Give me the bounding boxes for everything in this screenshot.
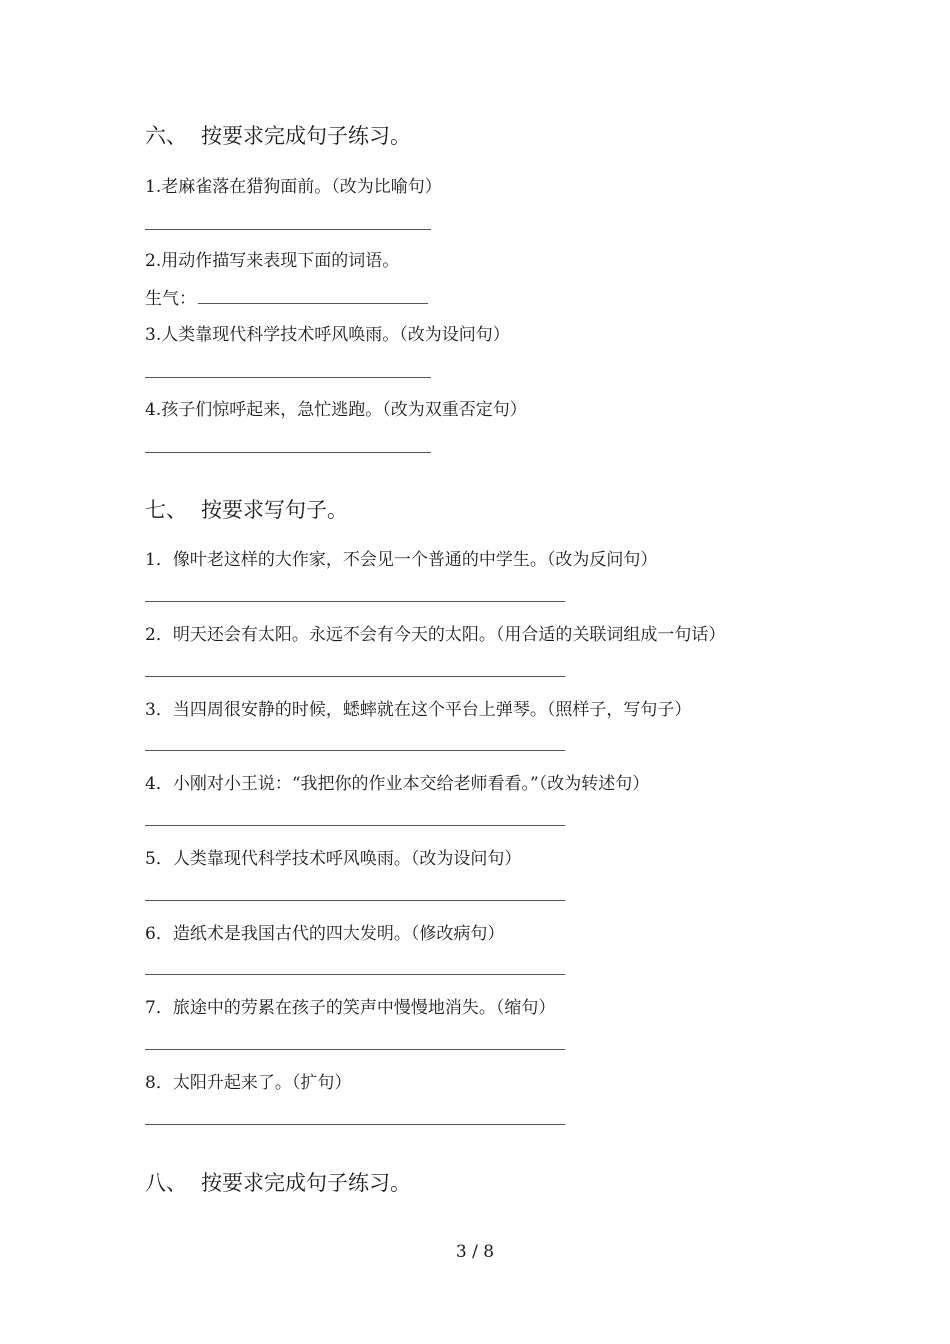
s6-question-3: 3.人类靠现代科学技术呼风唤雨。（改为设问句） — [145, 325, 510, 345]
section-6-title: 按要求完成句子练习。 — [201, 124, 411, 148]
s7-question-2: 2．明天还会有太阳。永远不会有今天的太阳。（用合适的关联词组成一句话） — [145, 625, 726, 645]
s7-question-3: 3．当四周很安静的时候，蟋蟀就在这个平台上弹琴。（照样子，写句子） — [145, 700, 692, 720]
s6-inline-blank[interactable] — [198, 288, 428, 304]
s7-answer-line-7[interactable] — [145, 1049, 565, 1050]
s7-question-8: 8．太阳升起来了。（扩句） — [145, 1073, 352, 1093]
section-8-heading — [145, 1167, 411, 1197]
s7-answer-line-6[interactable] — [145, 974, 565, 975]
s7-answer-line-4[interactable] — [145, 825, 565, 826]
s7-answer-line-5[interactable] — [145, 900, 565, 901]
s7-question-6: 6．造纸术是我国古代的四大发明。（修改病句） — [145, 924, 505, 944]
s7-question-7: 7．旅途中的劳累在孩子的笑声中慢慢地消失。（缩句） — [145, 998, 556, 1018]
s6-answer-line-4[interactable] — [145, 452, 431, 453]
section-7-number: 七、 — [145, 498, 187, 522]
section-8-number: 八、 — [145, 1171, 187, 1195]
section-7-heading — [145, 494, 348, 524]
s7-answer-line-3[interactable] — [145, 750, 565, 751]
s6-question-4: 4.孩子们惊呼起来，急忙逃跑。（改为双重否定句） — [145, 400, 527, 420]
s6-answer-line-3[interactable] — [145, 377, 431, 378]
s7-answer-line-2[interactable] — [145, 676, 565, 677]
page-number: 3 / 8 — [455, 1242, 495, 1262]
section-6-heading — [145, 120, 411, 150]
section-7-title: 按要求写句子。 — [201, 498, 348, 522]
s6-question-2-sub — [145, 284, 428, 309]
s6-sub-label: 生气： — [145, 289, 196, 309]
section-6-number: 六、 — [145, 124, 187, 148]
section-8-title: 按要求完成句子练习。 — [201, 1171, 411, 1195]
s7-question-4: 4．小刚对小王说：“我把你的作业本交给老师看看。”（改为转述句） — [145, 774, 650, 794]
s7-answer-line-1[interactable] — [145, 601, 565, 602]
s7-answer-line-8[interactable] — [145, 1124, 565, 1125]
s6-question-2: 2.用动作描写来表现下面的词语。 — [145, 251, 400, 271]
s6-question-1: 1.老麻雀落在猎狗面前。（改为比喻句） — [145, 177, 442, 197]
s6-answer-line-1[interactable] — [145, 229, 431, 230]
s7-question-5: 5．人类靠现代科学技术呼风唤雨。（改为设问句） — [145, 849, 522, 869]
s7-question-1: 1．像叶老这样的大作家，不会见一个普通的中学生。（改为反问句） — [145, 550, 658, 570]
